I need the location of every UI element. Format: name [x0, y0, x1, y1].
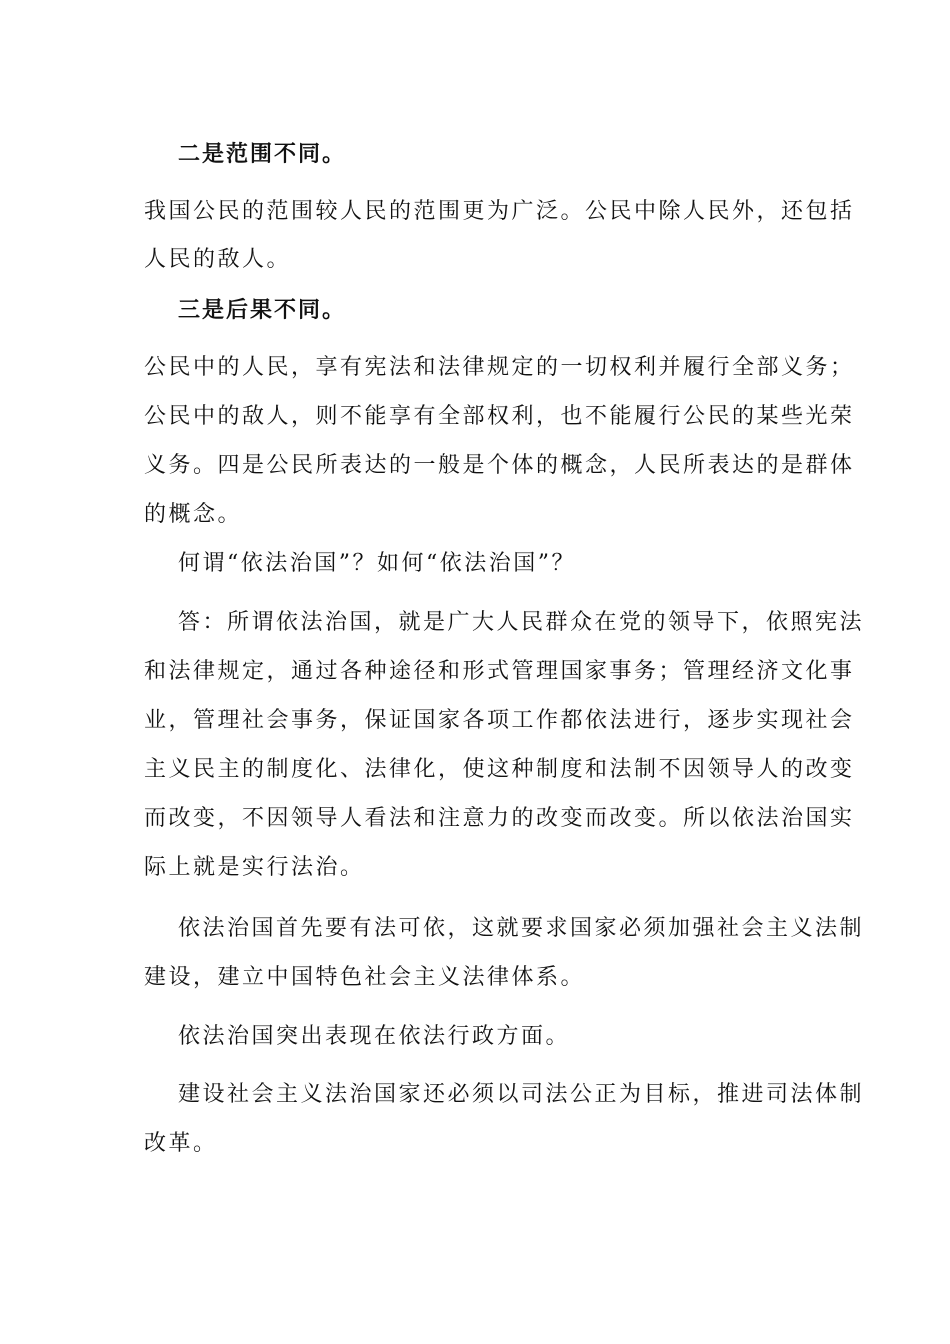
- text-line: 业，管理社会事务，保证国家各项工作都依法进行，逐步实现社会: [144, 708, 855, 733]
- text-line: 改革。: [144, 1131, 218, 1156]
- text-line: 主义民主的制度化、法律化，使这种制度和法制不因领导人的改变: [144, 757, 855, 782]
- heading-consequence-different: 三是后果不同。: [178, 297, 347, 323]
- heading-scope-different: 二是范围不同。: [178, 141, 347, 167]
- text-line: 答：所谓依法治国，就是广大人民群众在党的领导下，依照宪法: [178, 610, 865, 635]
- text-line: 我国公民的范围较人民的范围更为广泛。公民中除人民外，还包括: [144, 199, 855, 224]
- text-line: 而改变，不因领导人看法和注意力的改变而改变。所以依法治国实: [144, 806, 855, 831]
- text-line: 人民的敌人。: [144, 247, 292, 272]
- text-line: 依法治国突出表现在依法行政方面。: [178, 1024, 571, 1049]
- text-line: 依法治国首先要有法可依，这就要求国家必须加强社会主义法制: [178, 916, 865, 941]
- text-line: 建设社会主义法治国家还必须以司法公正为目标，推进司法体制: [178, 1082, 865, 1107]
- text-line: 义务。四是公民所表达的一般是个体的概念，人民所表达的是群体: [144, 453, 855, 478]
- text-line: 公民中的敌人，则不能享有全部权利，也不能履行公民的某些光荣: [144, 404, 855, 429]
- text-line: 际上就是实行法治。: [144, 855, 365, 880]
- text-line: 公民中的人民，享有宪法和法律规定的一切权利并履行全部义务；: [144, 355, 855, 380]
- text-line: 的概念。: [144, 502, 243, 527]
- text-line: 和法律规定，通过各种途径和形式管理国家事务；管理经济文化事: [144, 659, 855, 684]
- question-line: 何谓“依法治国”？如何“依法治国”？: [178, 551, 576, 576]
- text-line: 建设，建立中国特色社会主义法律体系。: [144, 965, 586, 990]
